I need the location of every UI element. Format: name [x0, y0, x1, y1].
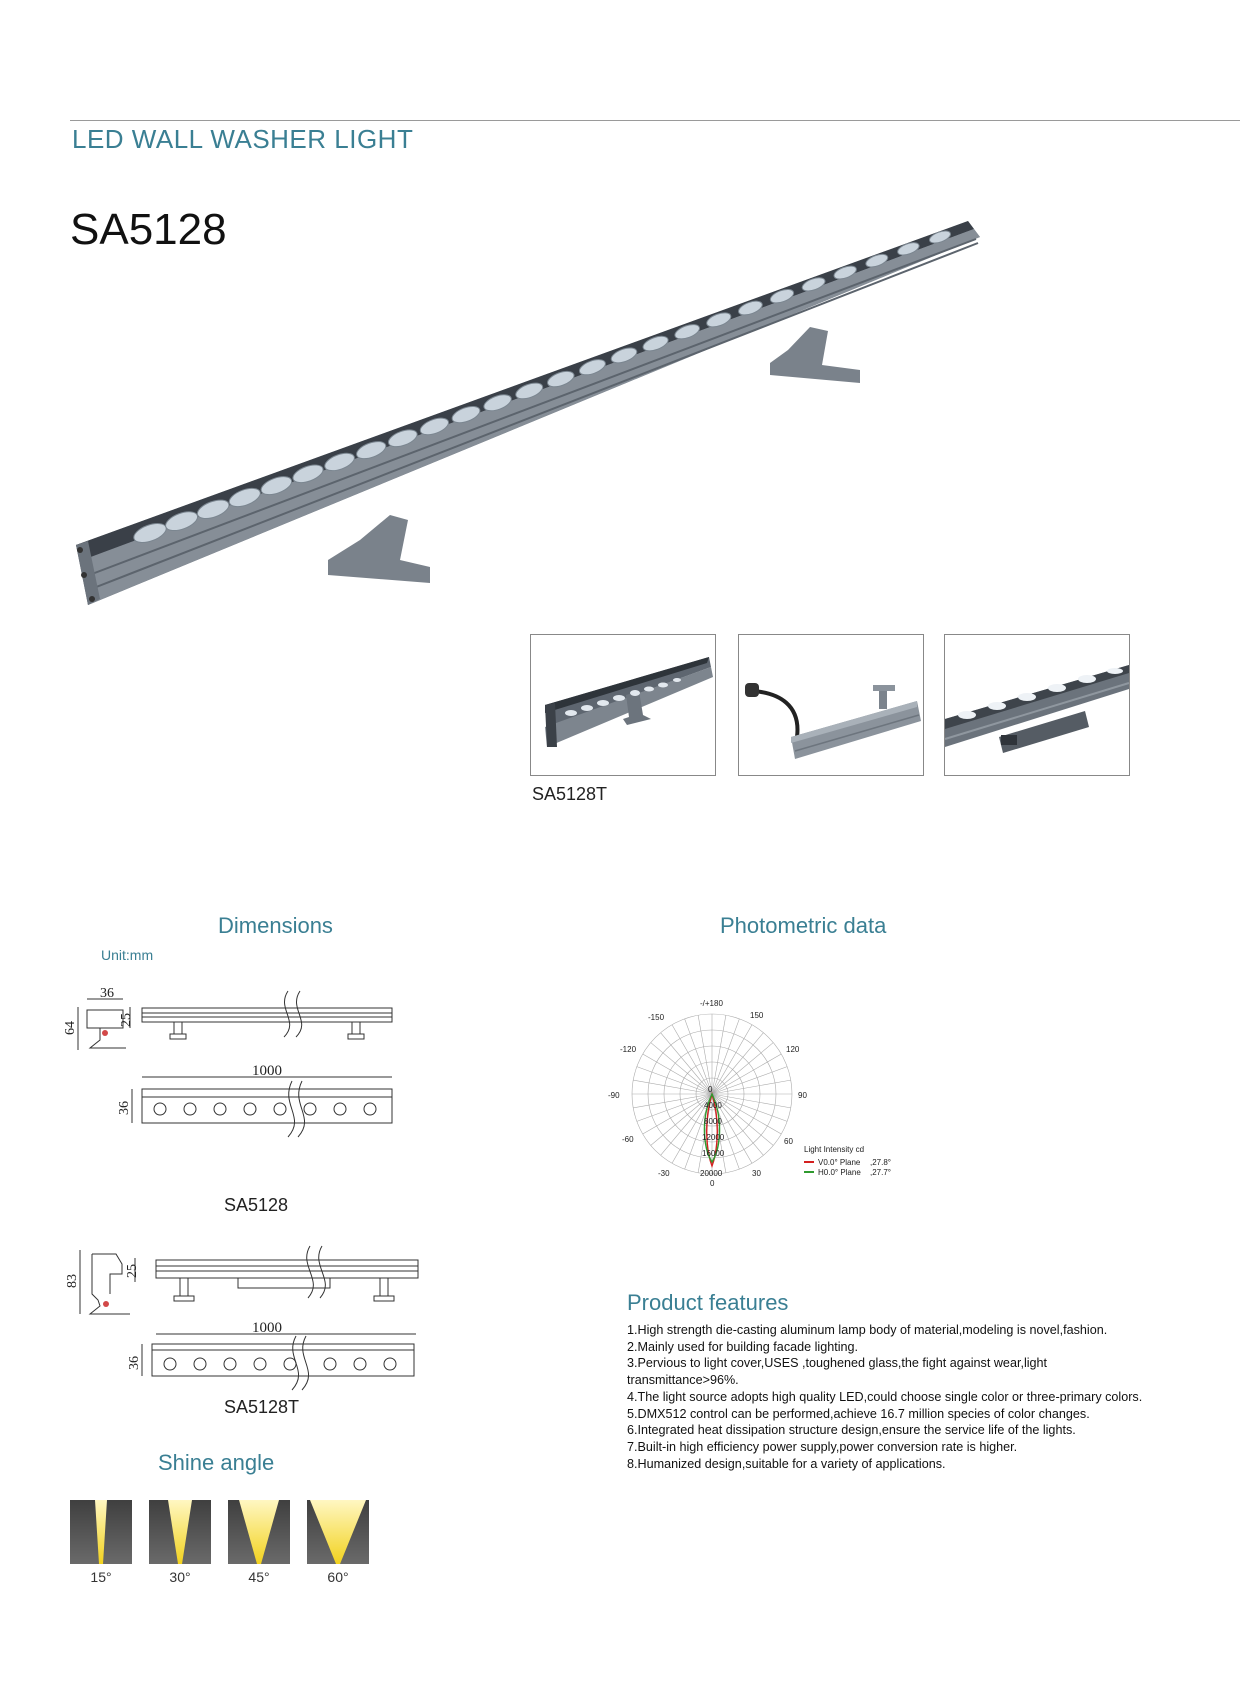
legend-title: Light Intensity cd	[804, 1145, 865, 1154]
shine-angle-label: 15°	[90, 1569, 112, 1585]
gallery-thumb-1[interactable]	[530, 634, 716, 776]
shine-angle-title: Shine angle	[158, 1450, 275, 1475]
angle-60: 60	[784, 1137, 793, 1146]
beam-icon	[307, 1500, 369, 1564]
product-model-title: SA5128	[70, 205, 227, 254]
product-detail-image	[945, 635, 1129, 775]
variant-label: SA5128T	[532, 784, 608, 804]
dim-profile-t: 25	[125, 1264, 140, 1278]
product-main-image	[70, 215, 1030, 635]
shine-angle-label: 30°	[169, 1569, 191, 1585]
feature-item: 1.High strength die-casting aluminum lamp body of material,modeling is novel,fashion.	[627, 1323, 1108, 1337]
radial-0: 0	[708, 1085, 713, 1094]
header-divider	[70, 120, 1240, 121]
unit-label: Unit:mm	[101, 947, 154, 963]
dim-depth-t: 36	[127, 1356, 142, 1370]
photometric-title: Photometric data	[720, 913, 887, 938]
dim-width: 36	[100, 986, 114, 1001]
radial-4000: 4000	[704, 1101, 722, 1110]
feature-item: 7.Built-in high efficiency power supply,power conversion rate is higher.	[627, 1439, 1018, 1454]
angle-m150: -150	[648, 1013, 665, 1022]
radial-12000: 12000	[702, 1133, 725, 1142]
legend-h-value: ,27.7°	[870, 1168, 891, 1177]
gallery-thumb-2[interactable]	[738, 634, 924, 776]
beam-icon	[149, 1500, 211, 1564]
radial-16000: 16000	[702, 1149, 725, 1158]
dimension-drawing-sa5128	[63, 985, 410, 1165]
feature-item: 4.The light source adopts high quality LED,could choose single color or three-primary colors.	[627, 1389, 1143, 1404]
legend-v-value: ,27.8°	[870, 1158, 891, 1167]
shine-angle-option	[149, 1500, 211, 1585]
features-list	[627, 1322, 1227, 1472]
shine-angle-option	[307, 1500, 369, 1585]
angle-0: 0	[710, 1179, 715, 1188]
dim-height-t: 83	[65, 1274, 80, 1288]
angle-30: 30	[752, 1169, 761, 1178]
angle-120: 120	[786, 1045, 800, 1054]
product-category: LED WALL WASHER LIGHT	[72, 124, 414, 154]
angle-90: 90	[798, 1091, 807, 1100]
mount-bracket-right	[770, 327, 860, 383]
feature-item: 8.Humanized design,suitable for a variety of applications.	[627, 1456, 946, 1471]
product-connector-image	[739, 635, 923, 775]
beam-icon	[228, 1500, 290, 1564]
shine-angle-row	[70, 1500, 380, 1585]
dimension-label-sa5128: SA5128	[224, 1195, 289, 1215]
dimension-drawing-sa5128t	[65, 1244, 420, 1404]
angle-m120: -120	[620, 1045, 637, 1054]
dim-depth: 36	[117, 1101, 132, 1115]
dimension-label-sa5128t: SA5128T	[224, 1397, 300, 1417]
product-angle-image	[531, 635, 715, 775]
dim-length-t: 1000	[252, 1320, 282, 1336]
legend-h-plane: H0.0° Plane	[818, 1168, 861, 1177]
angle-m90: -90	[608, 1091, 620, 1100]
radial-8000: 8000	[704, 1117, 722, 1126]
angle-m60: -60	[622, 1135, 634, 1144]
feature-item: 5.DMX512 control can be performed,achieve 16.7 million species of color changes.	[627, 1406, 1090, 1421]
photometric-polar-chart	[600, 990, 900, 1200]
feature-item: 6.Integrated heat dissipation structure design,ensure the service life of the lights.	[627, 1423, 1076, 1438]
beam-icon	[70, 1500, 132, 1564]
angle-180: -/+180	[700, 999, 723, 1008]
radial-20000: 20000	[700, 1169, 723, 1178]
dim-length: 1000	[252, 1063, 282, 1079]
legend-v-plane: V0.0° Plane	[818, 1158, 861, 1167]
dim-profile: 25	[119, 1013, 134, 1027]
features-title: Product features	[627, 1290, 789, 1315]
shine-angle-option	[228, 1500, 290, 1585]
dim-height: 64	[63, 1021, 78, 1035]
shine-angle-option	[70, 1500, 132, 1585]
gallery-thumb-3[interactable]	[944, 634, 1130, 776]
angle-150: 150	[750, 1011, 764, 1020]
shine-angle-label: 45°	[248, 1569, 270, 1585]
mount-bracket-left	[328, 515, 430, 583]
dimensions-title: Dimensions	[218, 913, 333, 938]
feature-item: 3.Pervious to light cover,USES ,toughened glass,the fight against wear,light transmittance>96%.	[627, 1356, 1048, 1388]
feature-item: 2.Mainly used for building facade lighting.	[627, 1339, 859, 1354]
shine-angle-label: 60°	[327, 1569, 349, 1585]
angle-m30: -30	[658, 1169, 670, 1178]
